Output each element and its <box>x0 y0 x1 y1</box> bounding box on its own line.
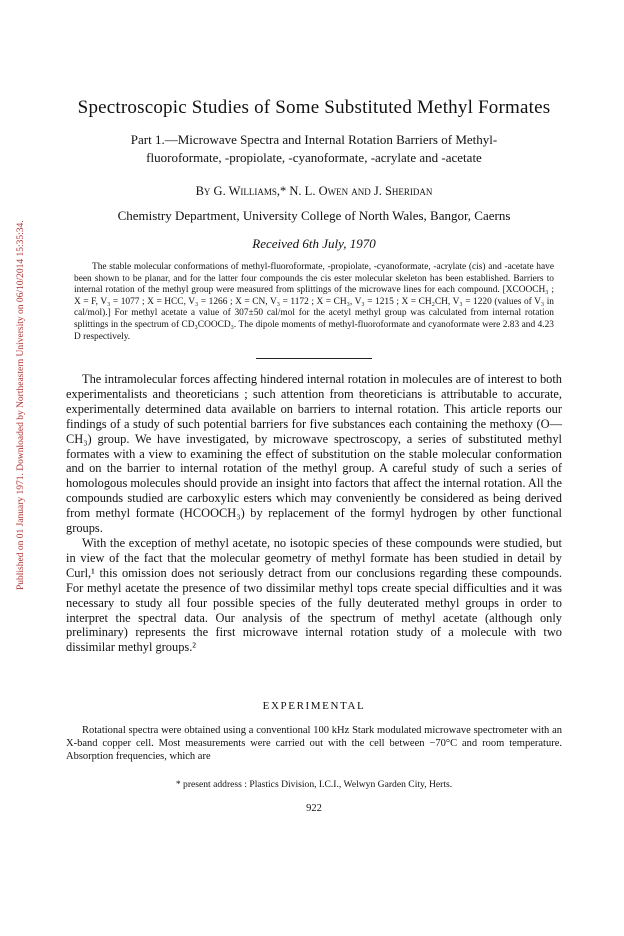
affiliation: Chemistry Department, University College of North Wales, Bangor, Caerns <box>117 208 511 223</box>
download-notice <box>4 150 26 590</box>
abstract-text: The stable molecular conformations of methyl-fluoroformate, -propiolate, -cyanoformate, -acrylate (cis) and -acetate have been shown to be planar, and for the latter four compounds the cis ester molecular skeleton has been established. Barriers to internal rotation of the methyl group were measured from splittings of the microwave lines for each compound. [XCOOCH₃ ; X = F, V₃ = 1077 ; X = HCC, V₃ = 1266 ; X = CN, V₃ = 1172 ; X = CH₃, V₃ = 1215 ; X = CH₂CH, V₃ = 1220 (values of V₃ in cal/mol).] For methyl acetate a value of 307±50 cal/mol for the acetyl methyl group was calculated from internal rotation splittings in the spectrum of CD₃COOCD₃. The dipole moments of methyl-fluoroformate and cyanoformate were 2.83 and 4.23 D respectively. <box>74 262 554 342</box>
received-date: Received 6th July, 1970 <box>252 236 376 251</box>
article-subtitle: Part 1.—Microwave Spectra and Internal Rotation Barriers of Methyl-fluoroformate, -propiolate, -cyanoformate, -acrylate and -acetate <box>130 132 498 165</box>
article-title: Spectroscopic Studies of Some Substituted Methyl Formates <box>77 97 551 118</box>
introduction <box>66 372 562 655</box>
body-paragraph: With the exception of methyl acetate, no isotopic species of these compounds were studied, but in view of the fact that the molecular geometry of methyl formate has been studied in detail by Curl,¹ this omission does not seriously detract from our conclusions regarding these compounds. For methyl acetate the presence of two dissimilar methyl tops create special difficulties and it was necessary to study all four possible species of the fully deuterated methyl groups in order to interpret the spectral data. Our analysis of the spectrum of methyl acetate (although only preliminary) represents the first microwave internal rotation study of a molecule with two dissimilar methyl groups.² <box>66 535 562 655</box>
section-heading: EXPERIMENTAL <box>262 700 366 712</box>
download-notice-text: Published on 01 January 1971. Downloaded by Northeastern University on 06/10/2014 15:35:34. <box>16 220 26 590</box>
author-line: By G. Williams,* N. L. Owen and J. Sheridan <box>195 184 433 198</box>
footnote: * present address : Plastics Division, I.C.I., Welwyn Garden City, Herts. <box>175 779 453 790</box>
section-divider <box>256 358 372 359</box>
experimental-text: Rotational spectra were obtained using a conventional 100 kHz Stark modulated microwave spectrometer with an X-band copper cell. Most measurements were carried out with the cell between −70°C and room temperature. Absorption frequencies, which are <box>66 725 562 762</box>
experimental-section <box>66 724 562 763</box>
body-paragraph: The intramolecular forces affecting hindered internal rotation in molecules are of interest to both experimentalists and theoreticians ; such attention from theoreticians is attributable to accurate, experimentally determined data available on barriers to internal rotation. This article reports our findings of a study of such potential barriers for five substances each containing the methoxy (O—CH₃) group. We have investigated, by microwave spectroscopy, a series of substituted methyl formates with a view to examining the effect of substitution on the stable molecular conformation and on the barrier to internal rotation of the methyl group. A careful study of such a series of homologous molecules should provide an insight into factors that affect the internal rotation. All the compounds studied are carboxylic esters which may conveniently be considered as being derived from methyl formate (HCOOCH₃) by replacement of the formyl hydrogen by other functional groups. <box>66 372 562 536</box>
page-number: 922 <box>306 803 322 814</box>
abstract <box>74 262 554 343</box>
